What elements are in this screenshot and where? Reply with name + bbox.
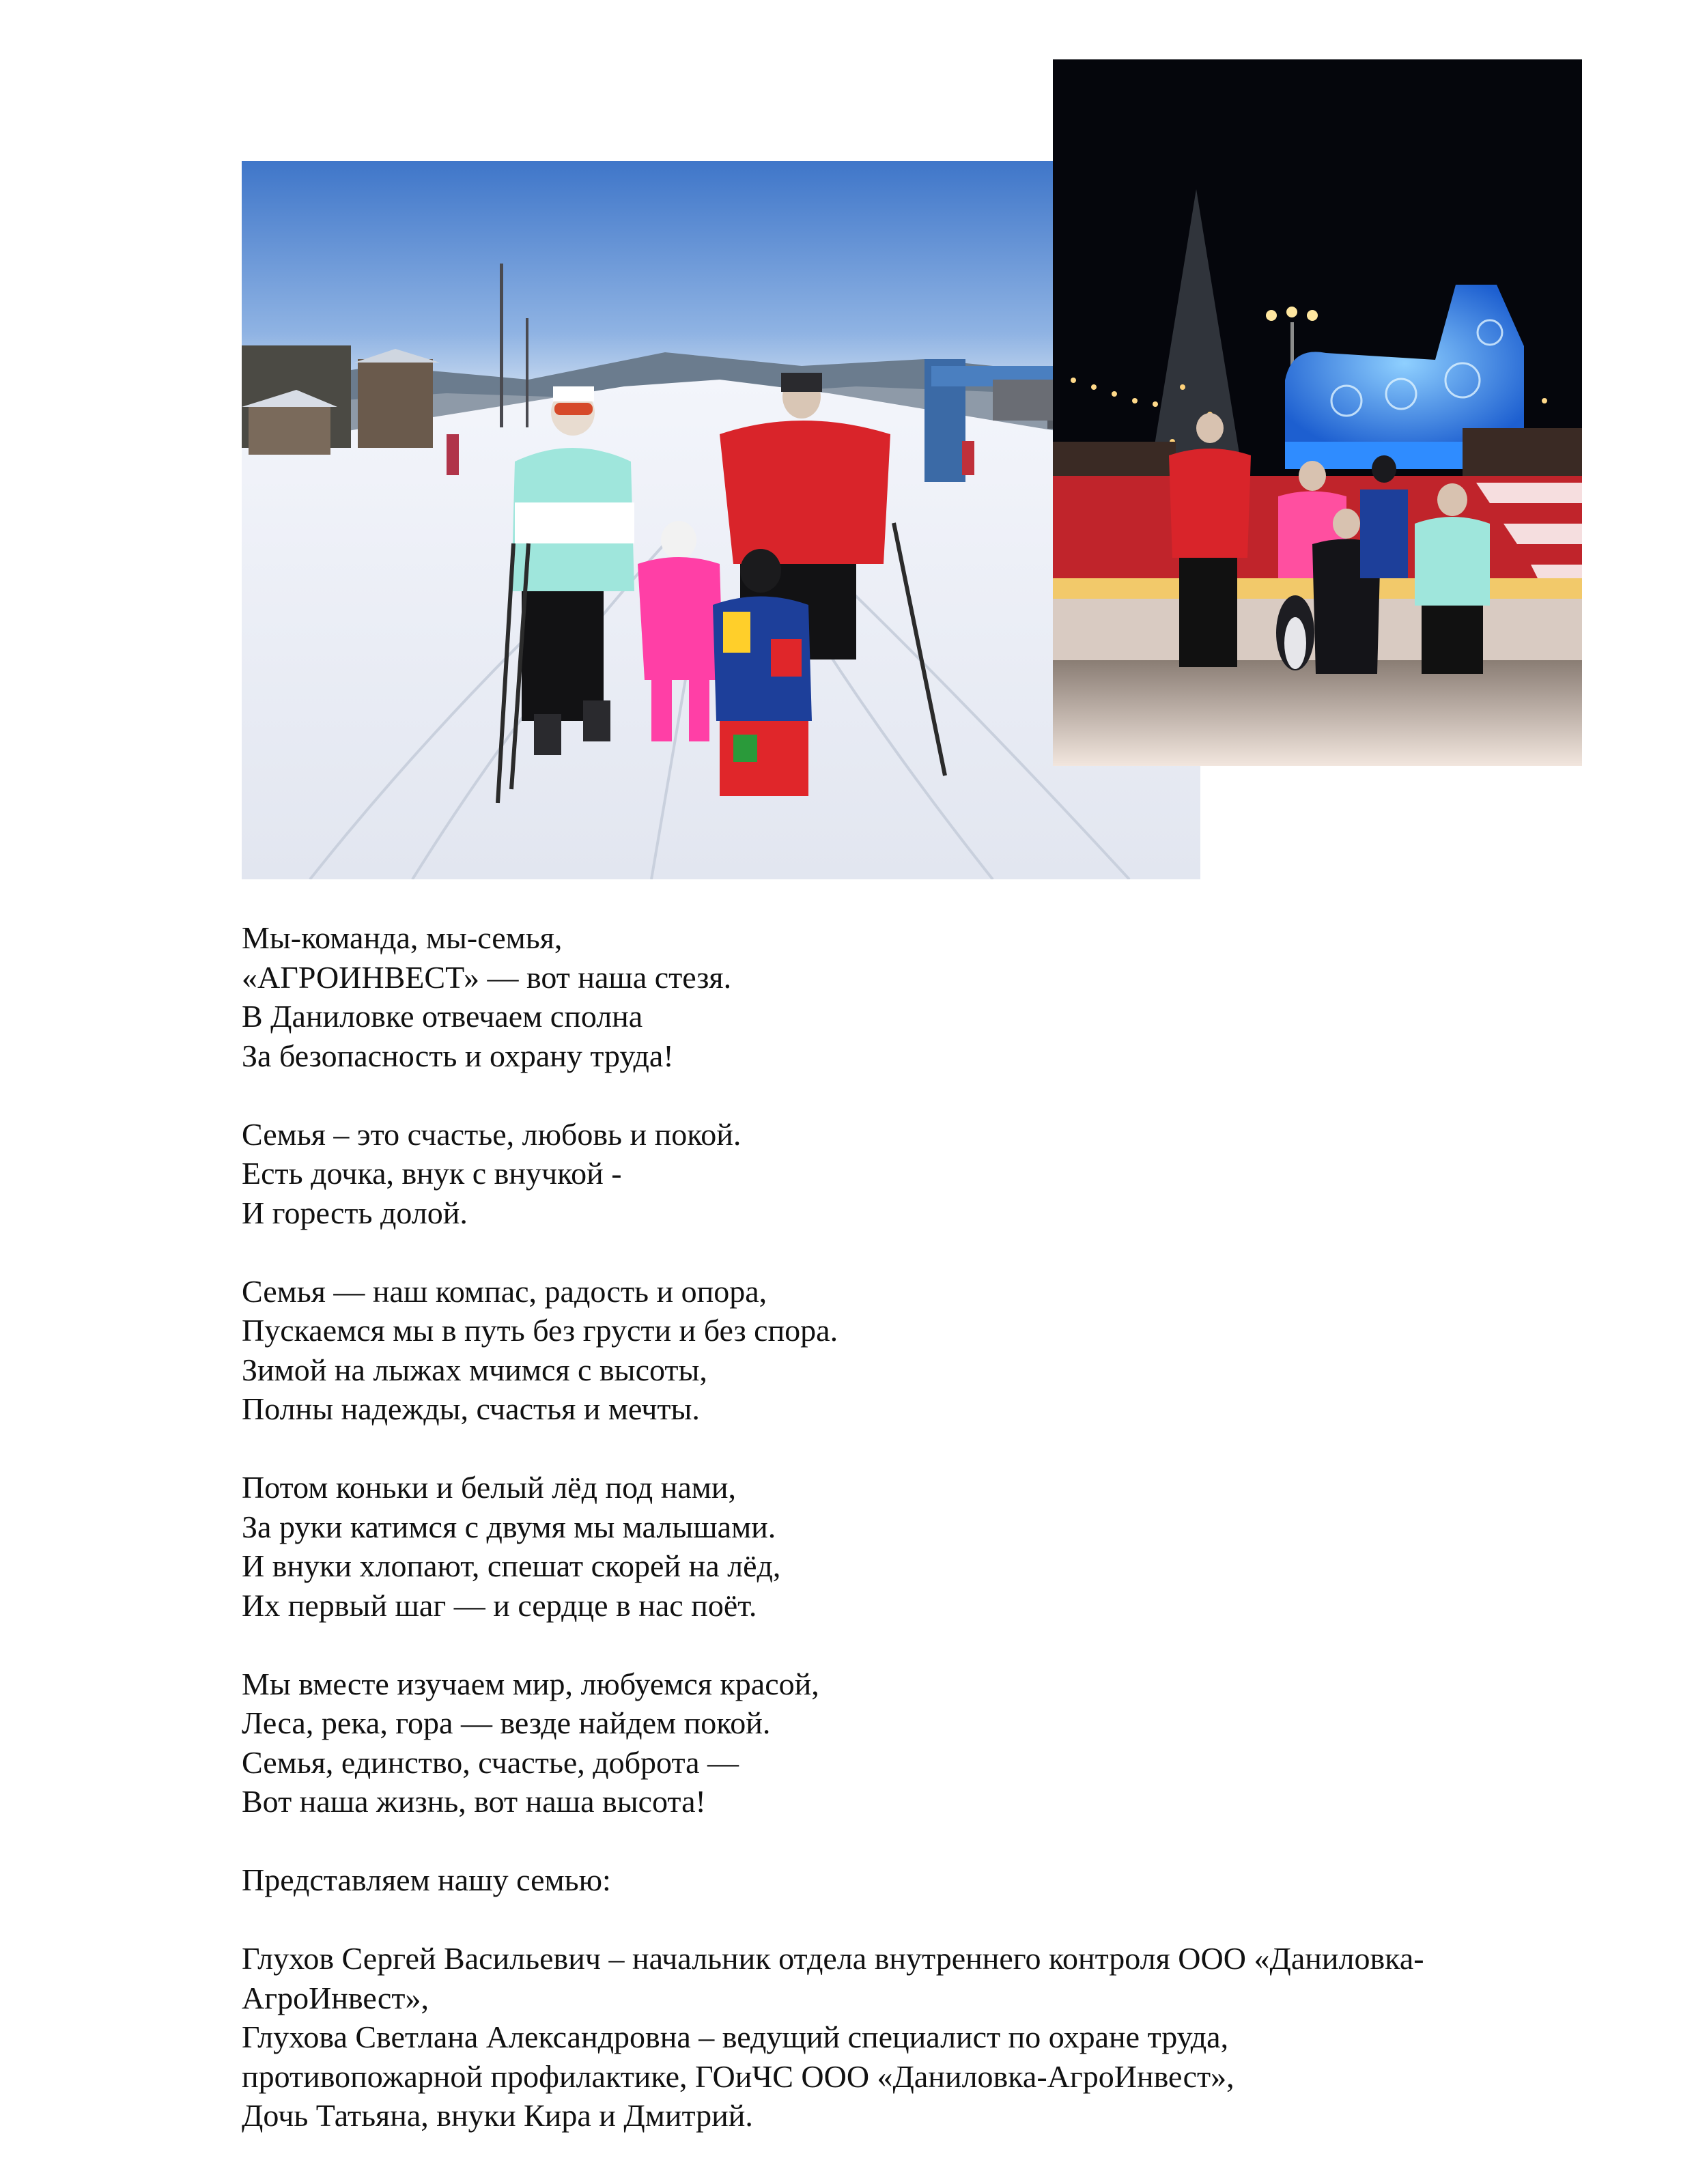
poem-line: Семья – это счастье, любовь и покой. (242, 1116, 742, 1152)
poem-line: Их первый шаг — и сердце в нас поёт. (242, 1587, 757, 1623)
poem-line: И внуки хлопают, спешат скорей на лёд, (242, 1548, 781, 1583)
poem-stanza-1 (242, 918, 1580, 1075)
poem-line: За безопасность и охрану труда! (242, 1038, 674, 1073)
poem-stanza-5 (242, 1664, 1580, 1821)
poem-line: Зимой на лыжах мчимся с высоты, (242, 1352, 707, 1387)
poem-line: В Даниловке отвечаем сполна (242, 999, 643, 1034)
poem-line: Мы вместе изучаем мир, любуемся красой, (242, 1666, 819, 1701)
poem-line: «АГРОИНВЕСТ» — вот наша стезя. (242, 959, 732, 995)
poem-line: Семья — наш компас, радость и опора, (242, 1273, 767, 1309)
family-line: противопожарной профилактике, ГОиЧС ООО «Даниловка-АгроИнвест», (242, 2058, 1234, 2094)
poem-line: Мы-команда, мы-семья, (242, 920, 563, 955)
ice-rink-image (1053, 59, 1582, 766)
poem-line: Полны надежды, счастья и мечты. (242, 1391, 700, 1426)
poem-line: За руки катимся с двумя мы малышами. (242, 1509, 776, 1544)
poem-line: Потом коньки и белый лёд под нами, (242, 1470, 736, 1505)
family-intro: Представляем нашу семью: (242, 1862, 611, 1897)
poem-stanza-3 (242, 1272, 1580, 1429)
family-members (242, 1939, 1580, 2136)
poem-line: Вот наша жизнь, вот наша высота! (242, 1784, 706, 1819)
poem-line: И горесть долой. (242, 1195, 468, 1230)
poem-line: Пускаемся мы в путь без грусти и без спора. (242, 1313, 838, 1348)
poem-line: Семья, единство, счастье, доброта — (242, 1744, 739, 1780)
poem-document (242, 918, 1580, 2136)
family-line: АгроИнвест», (242, 1980, 429, 2015)
poem-line: Есть дочка, внук с внучкой - (242, 1156, 622, 1191)
poem-line: Леса, река, гора — везде найдем покой. (242, 1705, 771, 1740)
family-line: Глухова Светлана Александровна – ведущий специалист по охране труда, (242, 2019, 1229, 2054)
poem-stanza-4 (242, 1468, 1580, 1625)
ice-rink-photo (1053, 59, 1582, 766)
poem-stanza-2 (242, 1115, 1580, 1233)
family-line: Дочь Татьяна, внуки Кира и Дмитрий. (242, 2098, 753, 2133)
family-line: Глухов Сергей Васильевич – начальник отдела внутреннего контроля ООО «Даниловка- (242, 1941, 1424, 1976)
